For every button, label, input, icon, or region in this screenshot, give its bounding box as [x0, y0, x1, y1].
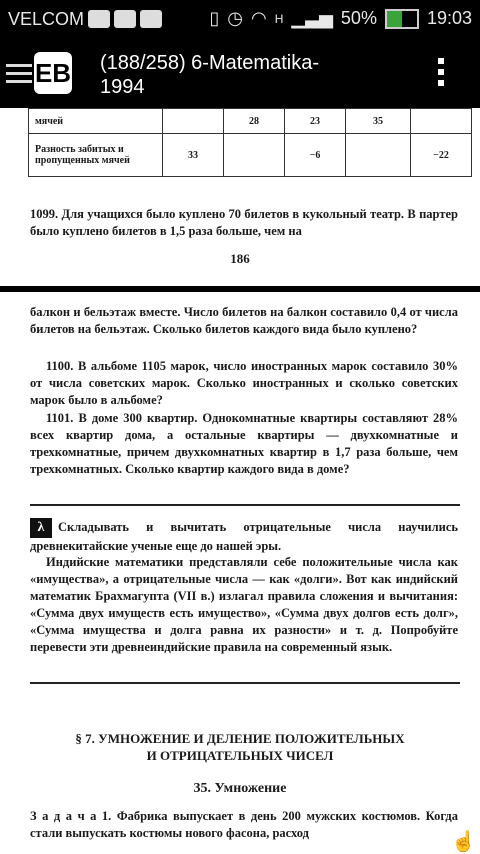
history-note: [30, 518, 458, 555]
table-cell: [411, 109, 472, 134]
signal-icon: ▁▃▅: [291, 8, 333, 28]
page-number: 186: [230, 251, 250, 266]
wifi-icon: ◠: [251, 8, 267, 28]
problem-1099-continuation: балкон и бельэтаж вместе. Число билетов на балкон составило 0,4 от числа билетов на бельэтаж. Сколько билетов каждого вида было куплено?: [30, 305, 458, 336]
add-icon: [88, 10, 110, 28]
battery-percent: 50%: [340, 8, 377, 28]
history-paragraph-2: Индийские математики представляли себе положительные числа как «имущества», а отрицательные числа — как «долги». Вот как индийский математик Брахмагупта (VII в.) излагал правила сложения и вычитания: «Сумма двух имуществ есть имущество», «Сумма двух долгов есть долг», «Сумма имущества и долга равна их разности» и т. д. Попробуйте перевести эти древнеиндийские правила на современный язык.: [30, 555, 458, 654]
table-cell: −22: [411, 134, 472, 177]
clock: 19:03: [426, 8, 472, 28]
battery-icon: [385, 9, 419, 29]
hand-cursor-icon: ☝: [451, 831, 476, 853]
document-page-186: [0, 108, 480, 286]
divider: [30, 504, 460, 506]
problem-1101: 1101. В доме 300 квартир. Однокомнатные квартиры составляют 28% всех квартир дома, а остальные квартиры — двухкомнатные и трехкомнатные, причем двухкомнатных квартир в 1,7 раза больше, чем трехкомнатных. Сколько квартир каждого вида в доме?: [30, 411, 458, 476]
document-page-187: [0, 292, 480, 854]
table-cell: мячей: [29, 109, 163, 134]
section-title: [0, 730, 480, 764]
section-title-line-1: § 7. УМНОЖЕНИЕ И ДЕЛЕНИЕ ПОЛОЖИТЕЛЬНЫХ: [75, 731, 405, 746]
divider: [30, 682, 460, 684]
problem-1099: 1099. Для учащихся было куплено 70 билетов в кукольный театр. В партер было куплено билетов в 1,5 раза больше, чем на: [30, 207, 458, 238]
table-cell: [163, 109, 224, 134]
alarm-icon: ◷: [227, 8, 243, 28]
problem-1100: 1100. В альбоме 1105 марок, число иностранных марок составило 30% от числа советских марок. Сколько иностранных и сколько советских марок было в альбоме?: [30, 359, 458, 407]
vibrate-icon: ▯: [209, 8, 220, 28]
table-row: [29, 134, 472, 177]
subsection-title: 35. Умножение: [193, 781, 287, 796]
section-title-line-2: И ОТРИЦАТЕЛЬНЫХ ЧИСЕЛ: [146, 748, 334, 763]
youtube-icon: [114, 10, 136, 28]
document-title: (188/258) 6-Matematika-1994: [100, 52, 319, 98]
table-cell: [224, 134, 285, 177]
youtube-icon: [140, 10, 162, 28]
table-cell: 28: [224, 109, 285, 134]
score-table: [28, 108, 472, 177]
table-cell: [346, 134, 411, 177]
notification-icons: [88, 10, 162, 28]
network-type-label: H: [274, 11, 284, 26]
overflow-menu-icon[interactable]: [438, 58, 444, 91]
menu-icon[interactable]: [6, 64, 32, 88]
table-cell: 23: [285, 109, 346, 134]
table-cell: −6: [285, 134, 346, 177]
history-paragraph-1: Складывать и вычитать отрицательные числа научились древнекитайские ученые еще до нашей эры.: [30, 519, 458, 553]
carrier-label: VELCOM: [8, 9, 85, 29]
table-cell: Разность забитых и пропущенных мячей: [29, 134, 163, 177]
app-bar: [0, 38, 480, 108]
task-1: З а д а ч а 1. Фабрика выпускает в день 200 мужских костюмов. Когда стали выпускать костюмы нового фасона, расход: [30, 809, 458, 840]
table-row: [29, 109, 472, 134]
table-cell: 35: [346, 109, 411, 134]
table-cell: 33: [163, 134, 224, 177]
history-icon: λ: [30, 518, 52, 538]
status-bar: [0, 0, 480, 38]
app-logo[interactable]: EB: [34, 52, 72, 94]
